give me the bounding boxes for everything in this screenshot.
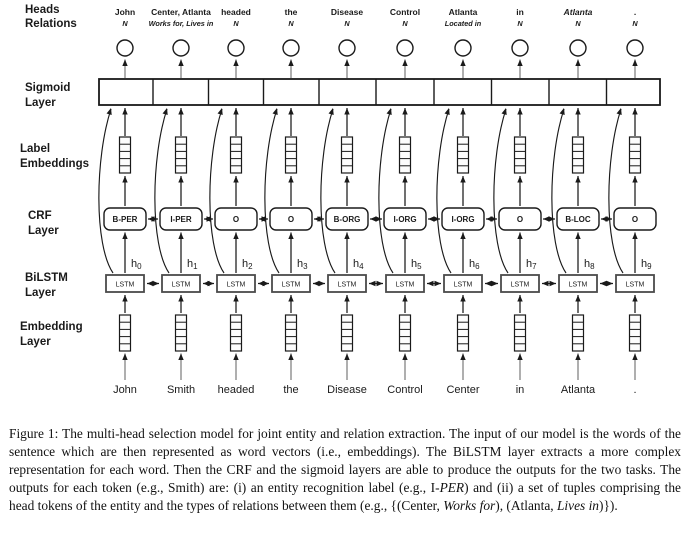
input-word: Center (446, 384, 480, 396)
word-embedding (573, 315, 584, 351)
input-word: headed (217, 384, 255, 396)
label-embedding (515, 137, 526, 173)
word-to-embedding-arrow-head-icon (460, 354, 465, 361)
crf-tag-label: I-ORG (451, 215, 475, 224)
embedding-to-lstm-arrow-head-icon (460, 295, 465, 302)
label-embedding (176, 137, 187, 173)
bilstm-link-arrow-head-icon (369, 281, 376, 286)
bilstm-link-arrow-head-icon (600, 281, 607, 286)
bilstm-link-arrow-head-icon (435, 281, 442, 286)
relation-label: N (402, 19, 408, 28)
input-word: . (633, 384, 637, 396)
word-embedding (342, 315, 353, 351)
label-embedding-to-sigmoid-arrow-head-icon (517, 108, 522, 115)
label-embedding-to-sigmoid-arrow-head-icon (460, 108, 465, 115)
lstm-to-crf-arrow-head-icon (575, 233, 580, 240)
crf-tag-label: O (232, 215, 240, 224)
label-embedding (342, 137, 353, 173)
crf-tag-label: I-ORG (393, 215, 417, 224)
layer-label: Embeddings (20, 158, 90, 170)
hidden-state-subscript: 9 (647, 262, 652, 271)
word-to-embedding-arrow-head-icon (402, 354, 407, 361)
hidden-state-subscript: 4 (359, 262, 364, 271)
lstm-to-sigmoid-curve (321, 109, 335, 273)
crf-transition-arrow-head-icon (148, 216, 155, 221)
word-to-embedding-arrow-head-icon (288, 354, 293, 361)
bilstm-link-arrow-head-icon (607, 281, 614, 286)
crf-tag-label: B-LOC (565, 215, 591, 224)
sigmoid-to-output-arrow-head-icon (288, 60, 293, 67)
sigmoid-output-node (397, 40, 413, 56)
head-label: Atlanta (563, 7, 593, 17)
bilstm-link-arrow-head-icon (485, 281, 492, 286)
lstm-label: LSTM (510, 281, 530, 289)
bilstm-link-arrow-head-icon (147, 281, 154, 286)
label-embedding-to-sigmoid-arrow-head-icon (344, 108, 349, 115)
layer-label: Relations (25, 18, 77, 30)
lstm-to-crf-arrow-head-icon (344, 233, 349, 240)
word-embedding (630, 315, 641, 351)
figure-caption (9, 425, 681, 515)
lstm-to-sigmoid-curve-head-icon (107, 108, 112, 115)
lstm-to-sigmoid-curve-head-icon (163, 108, 168, 115)
sigmoid-output-node (512, 40, 528, 56)
label-embedding (458, 137, 469, 173)
crf-tag-label: B-ORG (333, 215, 361, 224)
sigmoid-to-output-arrow-head-icon (233, 60, 238, 67)
lstm-label: LSTM (171, 281, 191, 289)
word-embedding (286, 315, 297, 351)
sigmoid-to-output-arrow-head-icon (178, 60, 183, 67)
crf-tag-label: I-PER (170, 215, 192, 224)
bilstm-link-arrow-head-icon (550, 281, 557, 286)
head-label: Center, Atlanta (151, 7, 211, 17)
input-word: the (283, 384, 299, 396)
hidden-state-subscript: 1 (193, 262, 198, 271)
crf-transition-arrow-head-icon (543, 216, 550, 221)
relation-label: Located in (444, 19, 482, 28)
hidden-state-label: h1 (187, 258, 198, 271)
layer-label: Label (20, 143, 51, 155)
lstm-label: LSTM (226, 281, 246, 289)
embedding-to-lstm-arrow-head-icon (178, 295, 183, 302)
lstm-to-sigmoid-curve-head-icon (445, 108, 450, 115)
crf-tag-label: O (631, 215, 639, 224)
bilstm-link-arrow-head-icon (542, 281, 549, 286)
input-word: Smith (166, 384, 196, 396)
lstm-label: LSTM (395, 281, 415, 289)
sigmoid-to-output-arrow-head-icon (575, 60, 580, 67)
lstm-to-crf-arrow-head-icon (178, 233, 183, 240)
crf-tag-label: O (287, 215, 295, 224)
word-embedding (400, 315, 411, 351)
lstm-label: LSTM (453, 281, 473, 289)
input-word: in (515, 384, 525, 396)
input-word: Disease (327, 384, 367, 396)
word-embedding (458, 315, 469, 351)
layer-label: Layer (28, 225, 59, 237)
sigmoid-to-output-arrow-head-icon (460, 60, 465, 67)
sigmoid-to-output-arrow-head-icon (632, 60, 637, 67)
label-embedding-to-sigmoid-arrow-head-icon (178, 108, 183, 115)
sigmoid-layer-box (99, 79, 660, 105)
lstm-to-sigmoid-curve (210, 109, 224, 273)
head-label: . (633, 7, 637, 17)
word-embedding (515, 315, 526, 351)
embedding-to-lstm-arrow-head-icon (517, 295, 522, 302)
lstm-label: LSTM (281, 281, 301, 289)
layer-label: Layer (20, 336, 51, 348)
lstm-to-sigmoid-curve-head-icon (387, 108, 392, 115)
head-label: the (284, 7, 298, 17)
word-to-embedding-arrow-head-icon (344, 354, 349, 361)
layer-label: CRF (28, 210, 52, 222)
bilstm-link-arrow-head-icon (313, 281, 320, 286)
relation-label: N (122, 19, 128, 28)
label-embedding (573, 137, 584, 173)
embedding-to-lstm-arrow-head-icon (575, 295, 580, 302)
hidden-state-subscript: 0 (137, 262, 142, 271)
label-embedding (231, 137, 242, 173)
bilstm-link-arrow-head-icon (203, 281, 210, 286)
head-label: Control (389, 7, 421, 17)
crf-to-label-embedding-arrow-head-icon (517, 176, 522, 183)
lstm-to-sigmoid-curve-head-icon (218, 108, 223, 115)
lstm-to-crf-arrow-head-icon (402, 233, 407, 240)
relation-label: N (632, 19, 638, 28)
sigmoid-output-node (117, 40, 133, 56)
crf-to-label-embedding-arrow-head-icon (632, 176, 637, 183)
crf-tag-label: B-PER (112, 215, 138, 224)
bilstm-link-arrow-head-icon (492, 281, 499, 286)
lstm-to-crf-arrow-head-icon (233, 233, 238, 240)
sigmoid-to-output-arrow-head-icon (344, 60, 349, 67)
lstm-to-crf-arrow-head-icon (517, 233, 522, 240)
label-embedding-to-sigmoid-arrow-head-icon (288, 108, 293, 115)
crf-to-label-embedding-arrow-head-icon (233, 176, 238, 183)
lstm-to-crf-arrow-head-icon (122, 233, 127, 240)
label-embedding-to-sigmoid-arrow-head-icon (233, 108, 238, 115)
head-label: headed (221, 7, 251, 17)
word-embedding (176, 315, 187, 351)
label-embedding-to-sigmoid-arrow-head-icon (575, 108, 580, 115)
embedding-to-lstm-arrow-head-icon (233, 295, 238, 302)
input-word: Control (387, 384, 423, 396)
lstm-to-sigmoid-curve (437, 109, 451, 273)
layer-label: Heads (25, 4, 60, 16)
lstm-to-sigmoid-curve-head-icon (617, 108, 622, 115)
label-embedding-to-sigmoid-arrow-head-icon (632, 108, 637, 115)
relation-label: N (288, 19, 294, 28)
embedding-to-lstm-arrow-head-icon (632, 295, 637, 302)
sigmoid-output-node (173, 40, 189, 56)
layer-label: Embedding (20, 321, 83, 333)
layer-label: BiLSTM (25, 272, 68, 284)
hidden-state-label: h5 (411, 258, 422, 271)
crf-to-label-embedding-arrow-head-icon (122, 176, 127, 183)
bilstm-link-arrow-head-icon (427, 281, 434, 286)
relation-label: Works for, Lives in (148, 19, 214, 28)
relation-label: N (233, 19, 239, 28)
embedding-to-lstm-arrow-head-icon (402, 295, 407, 302)
bilstm-link-arrow-head-icon (377, 281, 384, 286)
lstm-label: LSTM (337, 281, 357, 289)
word-embedding (120, 315, 131, 351)
lstm-to-sigmoid-curve-head-icon (502, 108, 507, 115)
caption-segment: Works for (443, 498, 496, 513)
word-to-embedding-arrow-head-icon (575, 354, 580, 361)
sigmoid-to-output-arrow-head-icon (517, 60, 522, 67)
crf-to-label-embedding-arrow-head-icon (288, 176, 293, 183)
hidden-state-subscript: 6 (475, 262, 480, 271)
hidden-state-subscript: 8 (590, 262, 595, 271)
hidden-state-subscript: 5 (417, 262, 422, 271)
hidden-state-label: h2 (242, 258, 253, 271)
word-embedding (231, 315, 242, 351)
lstm-to-sigmoid-curve-head-icon (560, 108, 565, 115)
sigmoid-output-node (228, 40, 244, 56)
hidden-state-label: h0 (131, 258, 142, 271)
embedding-to-lstm-arrow-head-icon (344, 295, 349, 302)
layer-label: Sigmoid (25, 82, 71, 94)
lstm-to-sigmoid-curve (265, 109, 279, 273)
sigmoid-output-node (339, 40, 355, 56)
label-embedding-to-sigmoid-arrow-head-icon (122, 108, 127, 115)
lstm-to-sigmoid-curve (379, 109, 393, 273)
layer-label: Layer (25, 97, 56, 109)
crf-to-label-embedding-arrow-head-icon (402, 176, 407, 183)
head-label: John (114, 7, 136, 17)
lstm-to-crf-arrow-head-icon (632, 233, 637, 240)
sigmoid-output-node (570, 40, 586, 56)
caption-segment: )}). (599, 498, 618, 513)
sigmoid-output-node (283, 40, 299, 56)
sigmoid-to-output-arrow-head-icon (122, 60, 127, 67)
word-to-embedding-arrow-head-icon (632, 354, 637, 361)
head-label: Disease (330, 7, 364, 17)
caption-segment: ) and (ii) a set of tuples comprising the head tokens of the entity and the types of relations between them (e.g., {(Center, (9, 480, 681, 513)
caption-segment: ), (Atlanta, (495, 498, 557, 513)
caption-segment: Figure 1: The multi-head selection model for joint entity and relation extraction. The input of our model is the words of the sentence which are then represented as word vectors (i.e., embeddings). The BiLSTM layer extracts a more complex representation for each word. Then the CRF and the sigmoid layers are able to produce the outputs for the two tasks. The outputs for each token (e.g., Smith) are: (i) an entity recognition label (e.g., I- (9, 426, 681, 495)
word-to-embedding-arrow-head-icon (517, 354, 522, 361)
lstm-to-sigmoid-curve-head-icon (329, 108, 334, 115)
head-label: in (516, 7, 524, 17)
input-word: John (113, 384, 137, 396)
label-embedding (120, 137, 131, 173)
hidden-state-label: h3 (297, 258, 308, 271)
crf-transition-arrow-head-icon (428, 216, 435, 221)
hidden-state-subscript: 7 (532, 262, 537, 271)
crf-tag-label: O (516, 215, 524, 224)
lstm-label: LSTM (115, 281, 135, 289)
head-label: Atlanta (448, 7, 478, 17)
bilstm-link-arrow-head-icon (258, 281, 265, 286)
hidden-state-label: h6 (469, 258, 480, 271)
word-to-embedding-arrow-head-icon (178, 354, 183, 361)
lstm-to-sigmoid-curve (494, 109, 508, 273)
label-embedding (286, 137, 297, 173)
crf-transition-arrow-head-icon (601, 216, 608, 221)
crf-to-label-embedding-arrow-head-icon (178, 176, 183, 183)
lstm-label: LSTM (568, 281, 588, 289)
lstm-to-crf-arrow-head-icon (460, 233, 465, 240)
crf-to-label-embedding-arrow-head-icon (344, 176, 349, 183)
lstm-to-sigmoid-curve (609, 109, 623, 273)
word-to-embedding-arrow-head-icon (122, 354, 127, 361)
crf-to-label-embedding-arrow-head-icon (575, 176, 580, 183)
relation-label: N (344, 19, 350, 28)
crf-transition-arrow-head-icon (370, 216, 377, 221)
embedding-to-lstm-arrow-head-icon (288, 295, 293, 302)
lstm-label: LSTM (625, 281, 645, 289)
hidden-state-label: h8 (584, 258, 595, 271)
caption-segment: Lives in (556, 498, 599, 513)
word-to-embedding-arrow-head-icon (233, 354, 238, 361)
lstm-to-sigmoid-curve (155, 109, 169, 273)
crf-transition-arrow-head-icon (486, 216, 493, 221)
relation-label: N (575, 19, 581, 28)
lstm-to-crf-arrow-head-icon (288, 233, 293, 240)
lstm-to-sigmoid-curve (99, 109, 113, 273)
crf-transition-arrow-head-icon (314, 216, 321, 221)
crf-to-label-embedding-arrow-head-icon (460, 176, 465, 183)
sigmoid-output-node (455, 40, 471, 56)
embedding-to-lstm-arrow-head-icon (122, 295, 127, 302)
lstm-to-sigmoid-curve-head-icon (273, 108, 278, 115)
hidden-state-subscript: 2 (248, 262, 253, 271)
hidden-state-subscript: 3 (303, 262, 308, 271)
layer-label: Layer (25, 287, 56, 299)
sigmoid-to-output-arrow-head-icon (402, 60, 407, 67)
lstm-to-sigmoid-curve (552, 109, 566, 273)
label-embedding (630, 137, 641, 173)
caption-segment: PER (439, 480, 465, 495)
label-embedding (400, 137, 411, 173)
hidden-state-label: h4 (353, 258, 364, 271)
input-word: Atlanta (560, 384, 596, 396)
sigmoid-output-node (627, 40, 643, 56)
label-embedding-to-sigmoid-arrow-head-icon (402, 108, 407, 115)
hidden-state-label: h7 (526, 258, 537, 271)
relation-label: N (517, 19, 523, 28)
hidden-state-label: h9 (641, 258, 652, 271)
